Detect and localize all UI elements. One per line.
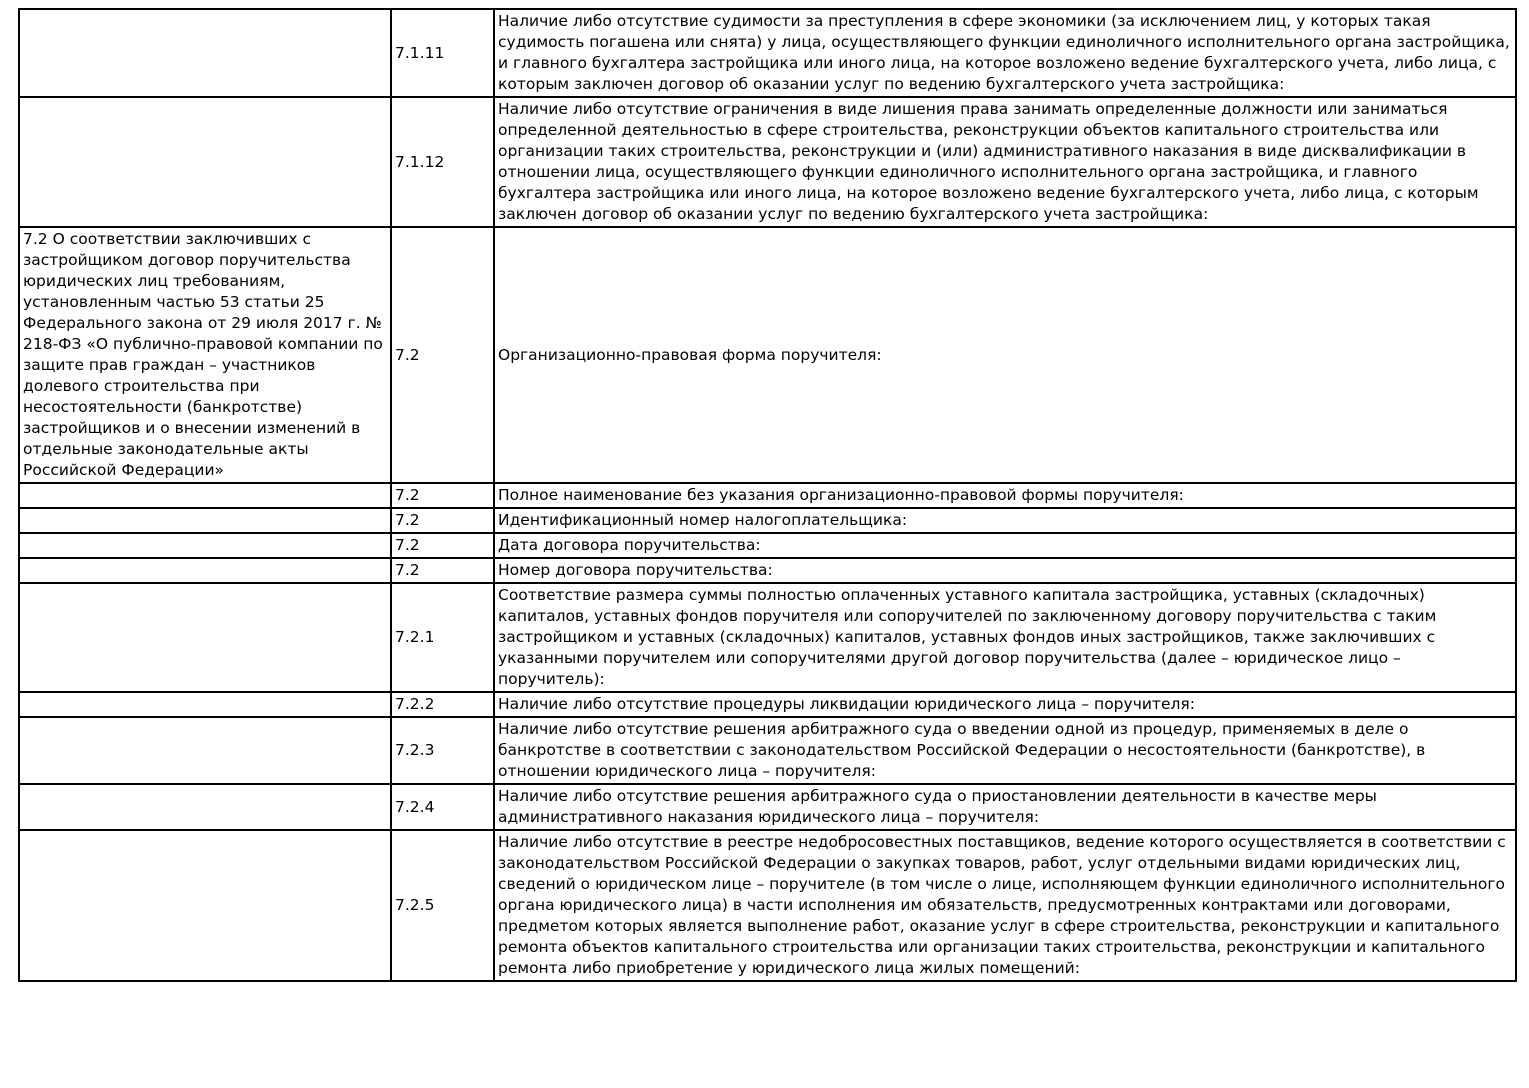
item-number-cell: 7.2.3 bbox=[391, 717, 494, 784]
table-row bbox=[19, 9, 1516, 97]
table-row bbox=[19, 784, 1516, 830]
table-row bbox=[19, 483, 1516, 508]
item-number-cell: 7.1.11 bbox=[391, 9, 494, 97]
table-row bbox=[19, 508, 1516, 533]
table-row bbox=[19, 558, 1516, 583]
description-cell: Идентификационный номер налогоплательщика: bbox=[494, 508, 1516, 533]
item-number-cell: 7.2 bbox=[391, 558, 494, 583]
item-number-cell: 7.2 bbox=[391, 533, 494, 558]
description-cell: Наличие либо отсутствие решения арбитражного суда о введении одной из процедур, применяемых в деле о банкротстве в соответствии с законодательством Российской Федерации о несостоятельности (банкротстве), в отношении юридического лица – поручителя: bbox=[494, 717, 1516, 784]
item-number-cell: 7.1.12 bbox=[391, 97, 494, 227]
section-cell bbox=[19, 830, 391, 981]
description-cell: Наличие либо отсутствие процедуры ликвидации юридического лица – поручителя: bbox=[494, 692, 1516, 717]
description-cell: Наличие либо отсутствие судимости за преступления в сфере экономики (за исключением лиц, у которых такая судимость погашена или снята) у лица, осуществляющего функции единоличного исполнительного органа застройщика, и главного бухгалтера застройщика или иного лица, на которое возложено ведение бухгалтерского учета, либо лица, с которым заключен договор об оказании услуг по ведению бухгалтерского учета застройщика: bbox=[494, 9, 1516, 97]
description-cell: Номер договора поручительства: bbox=[494, 558, 1516, 583]
description-cell: Наличие либо отсутствие ограничения в виде лишения права занимать определенные должности или заниматься определенной деятельностью в сфере строительства, реконструкции объектов капитального строительства или организации таких строительства, реконструкции и (или) административного наказания в виде дисквалификации в отношении лица, осуществляющего функции единоличного исполнительного органа застройщика, и главного бухгалтера застройщика или иного лица, на которое возложено ведение бухгалтерского учета, либо лица, с которым заключен договор об оказании услуг по ведению бухгалтерского учета застройщика: bbox=[494, 97, 1516, 227]
item-number-cell: 7.2 bbox=[391, 508, 494, 533]
section-cell bbox=[19, 583, 391, 692]
section-cell bbox=[19, 558, 391, 583]
description-cell: Организационно-правовая форма поручителя: bbox=[494, 227, 1516, 483]
description-cell: Дата договора поручительства: bbox=[494, 533, 1516, 558]
section-cell bbox=[19, 784, 391, 830]
item-number-cell: 7.2 bbox=[391, 227, 494, 483]
item-number-cell: 7.2.2 bbox=[391, 692, 494, 717]
table-row bbox=[19, 533, 1516, 558]
table-row bbox=[19, 583, 1516, 692]
section-cell bbox=[19, 533, 391, 558]
table-row bbox=[19, 830, 1516, 981]
section-cell bbox=[19, 717, 391, 784]
item-number-cell: 7.2.5 bbox=[391, 830, 494, 981]
section-cell: 7.2 О соответствии заключивших с застройщиком договор поручительства юридических лиц требованиям, установленным частью 53 статьи 25 Федерального закона от 29 июля 2017 г. № 218-ФЗ «О публично-правовой компании по защите прав граждан – участников долевого строительства при несостоятельности (банкротстве) застройщиков и о внесении изменений в отдельные законодательные акты Российской Федерации» bbox=[19, 227, 391, 483]
table-row bbox=[19, 692, 1516, 717]
description-cell: Наличие либо отсутствие в реестре недобросовестных поставщиков, ведение которого осуществляется в соответствии с законодательством Российской Федерации о закупках товаров, работ, услуг отдельными видами юридических лиц, сведений о юридическом лице – поручителе (в том числе о лице, исполняющем функции единоличного исполнительного органа юридического лица) в части исполнения им обязательств, предусмотренных контрактами или договорами, предметом которых является выполнение работ, оказание услуг в сфере строительства, реконструкции и капитального ремонта объектов капитального строительства или организации таких строительства, реконструкции и капитального ремонта либо приобретение у юридического лица жилых помещений: bbox=[494, 830, 1516, 981]
item-number-cell: 7.2.1 bbox=[391, 583, 494, 692]
section-cell bbox=[19, 483, 391, 508]
item-number-cell: 7.2 bbox=[391, 483, 494, 508]
description-cell: Наличие либо отсутствие решения арбитражного суда о приостановлении деятельности в качестве меры административного наказания юридического лица – поручителя: bbox=[494, 784, 1516, 830]
description-cell: Полное наименование без указания организационно-правовой формы поручителя: bbox=[494, 483, 1516, 508]
section-cell bbox=[19, 97, 391, 227]
section-cell bbox=[19, 9, 391, 97]
table-row bbox=[19, 227, 1516, 483]
declaration-table bbox=[18, 8, 1517, 982]
section-cell bbox=[19, 508, 391, 533]
item-number-cell: 7.2.4 bbox=[391, 784, 494, 830]
table-row bbox=[19, 97, 1516, 227]
description-cell: Соответствие размера суммы полностью оплаченных уставного капитала застройщика, уставных (складочных) капиталов, уставных фондов поручителя или сопоручителей по заключенному договору поручительства с таким застройщиком и уставных (складочных) капиталов, уставных фондов иных застройщиков, также заключивших с указанными поручителем или сопоручителями другой договор поручительства (далее – юридическое лицо – поручитель): bbox=[494, 583, 1516, 692]
section-cell bbox=[19, 692, 391, 717]
table-row bbox=[19, 717, 1516, 784]
